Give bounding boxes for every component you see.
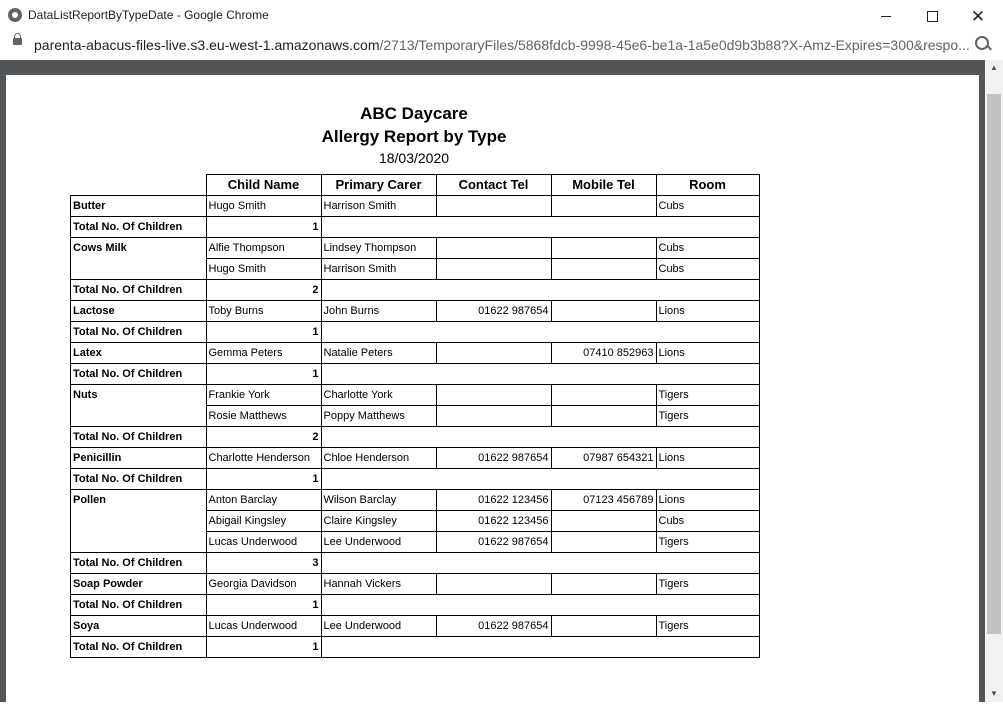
total-count: 1 [206, 469, 321, 490]
room-cell: Tigers [656, 574, 759, 595]
room-cell: Tigers [656, 406, 759, 427]
child-name-cell: Lucas Underwood [206, 616, 321, 637]
total-row [71, 322, 760, 343]
table-row [71, 511, 760, 532]
table-row [71, 343, 760, 364]
allergen-cell [71, 406, 207, 427]
header-blank [71, 175, 207, 196]
close-icon: ✕ [970, 6, 986, 26]
allergen-cell: Butter [71, 196, 207, 217]
allergen-cell [71, 259, 207, 280]
lock-icon [13, 38, 22, 45]
total-row [71, 364, 760, 385]
table-body [71, 196, 760, 658]
contact-tel-cell: 01622 987654 [436, 448, 551, 469]
room-cell: Lions [656, 448, 759, 469]
url-host: parenta-abacus-files-live.s3.eu-west-1.amazonaws.com [34, 37, 380, 53]
room-cell: Lions [656, 301, 759, 322]
child-name-cell: Georgia Davidson [206, 574, 321, 595]
table-row [71, 574, 760, 595]
allergen-cell [71, 511, 207, 532]
total-count: 1 [206, 217, 321, 238]
contact-tel-cell [436, 406, 551, 427]
child-name-cell: Hugo Smith [206, 196, 321, 217]
mobile-tel-cell [551, 196, 656, 217]
contact-tel-cell: 01622 123456 [436, 490, 551, 511]
total-label: Total No. Of Children [71, 364, 207, 385]
total-label: Total No. Of Children [71, 469, 207, 490]
table-row [71, 301, 760, 322]
total-row [71, 280, 760, 301]
total-row [71, 217, 760, 238]
contact-tel-cell: 01622 987654 [436, 616, 551, 637]
mobile-tel-cell [551, 511, 656, 532]
total-filler [321, 364, 759, 385]
report-page [6, 75, 979, 715]
table-row [71, 385, 760, 406]
total-count: 1 [206, 595, 321, 616]
primary-carer-cell: Charlotte York [321, 385, 436, 406]
primary-carer-cell: Lee Underwood [321, 616, 436, 637]
total-count: 1 [206, 364, 321, 385]
col-primary-carer: Primary Carer [321, 175, 436, 196]
contact-tel-cell [436, 574, 551, 595]
total-row [71, 595, 760, 616]
total-filler [321, 637, 759, 658]
room-cell: Tigers [656, 532, 759, 553]
total-row [71, 637, 760, 658]
child-name-cell: Alfie Thompson [206, 238, 321, 259]
url-text[interactable] [34, 37, 970, 53]
contact-tel-cell: 01622 987654 [436, 532, 551, 553]
child-name-cell: Frankie York [206, 385, 321, 406]
minimize-icon [881, 16, 891, 17]
mobile-tel-cell: 07123 456789 [551, 490, 656, 511]
primary-carer-cell: Harrison Smith [321, 196, 436, 217]
total-filler [321, 217, 759, 238]
chrome-icon [8, 8, 22, 22]
primary-carer-cell: Lee Underwood [321, 532, 436, 553]
title-bar [0, 0, 1003, 32]
contact-tel-cell [436, 385, 551, 406]
allergen-cell: Latex [71, 343, 207, 364]
contact-tel-cell [436, 196, 551, 217]
mobile-tel-cell: 07410 852963 [551, 343, 656, 364]
total-filler [321, 553, 759, 574]
child-name-cell: Hugo Smith [206, 259, 321, 280]
primary-carer-cell: John Burns [321, 301, 436, 322]
room-cell: Tigers [656, 385, 759, 406]
allergen-cell: Soya [71, 616, 207, 637]
allergy-table [70, 174, 760, 658]
total-label: Total No. Of Children [71, 322, 207, 343]
total-count: 3 [206, 553, 321, 574]
maximize-icon [927, 11, 938, 22]
total-count: 2 [206, 280, 321, 301]
mobile-tel-cell [551, 406, 656, 427]
scroll-up-arrow-icon[interactable]: ▲ [990, 63, 998, 72]
total-label: Total No. Of Children [71, 427, 207, 448]
minimize-button[interactable] [863, 0, 909, 32]
mobile-tel-cell [551, 574, 656, 595]
allergen-cell: Penicillin [71, 448, 207, 469]
primary-carer-cell: Harrison Smith [321, 259, 436, 280]
room-cell: Tigers [656, 616, 759, 637]
report-date: 18/03/2020 [378, 150, 450, 166]
table-row [71, 406, 760, 427]
maximize-button[interactable] [909, 0, 955, 32]
total-filler [321, 280, 759, 301]
mobile-tel-cell [551, 259, 656, 280]
room-cell: Cubs [656, 259, 759, 280]
contact-tel-cell: 01622 987654 [436, 301, 551, 322]
total-label: Total No. Of Children [71, 217, 207, 238]
allergen-cell: Pollen [71, 490, 207, 511]
col-mobile-tel: Mobile Tel [551, 175, 656, 196]
primary-carer-cell: Lindsey Thompson [321, 238, 436, 259]
child-name-cell: Abigail Kingsley [206, 511, 321, 532]
total-row [71, 553, 760, 574]
allergen-cell: Soap Powder [71, 574, 207, 595]
allergen-cell: Cows Milk [71, 238, 207, 259]
scroll-thumb[interactable] [987, 94, 1001, 634]
total-label: Total No. Of Children [71, 280, 207, 301]
primary-carer-cell: Wilson Barclay [321, 490, 436, 511]
total-count: 2 [206, 427, 321, 448]
total-label: Total No. Of Children [71, 637, 207, 658]
room-cell: Lions [656, 343, 759, 364]
scroll-down-arrow-icon[interactable]: ▼ [990, 689, 998, 698]
child-name-cell: Charlotte Henderson [206, 448, 321, 469]
total-count: 1 [206, 322, 321, 343]
total-row [71, 427, 760, 448]
table-row [71, 259, 760, 280]
mobile-tel-cell [551, 238, 656, 259]
child-name-cell: Rosie Matthews [206, 406, 321, 427]
total-label: Total No. Of Children [71, 553, 207, 574]
table-row [71, 616, 760, 637]
child-name-cell: Gemma Peters [206, 343, 321, 364]
primary-carer-cell: Natalie Peters [321, 343, 436, 364]
primary-carer-cell: Poppy Matthews [321, 406, 436, 427]
child-name-cell: Toby Burns [206, 301, 321, 322]
contact-tel-cell [436, 259, 551, 280]
primary-carer-cell: Claire Kingsley [321, 511, 436, 532]
total-label: Total No. Of Children [71, 595, 207, 616]
room-cell: Lions [656, 490, 759, 511]
room-cell: Cubs [656, 511, 759, 532]
allergen-cell: Nuts [71, 385, 207, 406]
primary-carer-cell: Hannah Vickers [321, 574, 436, 595]
mobile-tel-cell [551, 616, 656, 637]
room-cell: Cubs [656, 196, 759, 217]
total-filler [321, 427, 759, 448]
allergen-cell [71, 532, 207, 553]
window-title: DataListReportByTypeDate - Google Chrome [28, 8, 269, 22]
document-viewer [0, 60, 985, 702]
col-room: Room [656, 175, 759, 196]
mobile-tel-cell [551, 301, 656, 322]
vertical-scrollbar[interactable] [985, 60, 1003, 702]
table-row [71, 196, 760, 217]
contact-tel-cell: 01622 123456 [436, 511, 551, 532]
zoom-icon[interactable] [975, 36, 989, 50]
table-row [71, 238, 760, 259]
total-filler [321, 595, 759, 616]
total-count: 1 [206, 637, 321, 658]
allergen-cell: Lactose [71, 301, 207, 322]
contact-tel-cell [436, 238, 551, 259]
mobile-tel-cell [551, 385, 656, 406]
child-name-cell: Lucas Underwood [206, 532, 321, 553]
col-contact-tel: Contact Tel [436, 175, 551, 196]
org-name: ABC Daycare [360, 104, 468, 123]
url-path: /2713/TemporaryFiles/5868fdcb-9998-45e6-be1a-1a5e0d9b3b88?X-Amz-Expires=300&respo... [379, 37, 970, 53]
total-row [71, 469, 760, 490]
mobile-tel-cell: 07987 654321 [551, 448, 656, 469]
contact-tel-cell [436, 343, 551, 364]
col-child-name: Child Name [206, 175, 321, 196]
header-row [71, 175, 760, 196]
primary-carer-cell: Chloe Henderson [321, 448, 436, 469]
table-row [71, 490, 760, 511]
table-row [71, 448, 760, 469]
mobile-tel-cell [551, 532, 656, 553]
table-row [71, 532, 760, 553]
report-title: Allergy Report by Type [321, 127, 507, 146]
child-name-cell: Anton Barclay [206, 490, 321, 511]
total-filler [321, 322, 759, 343]
total-filler [321, 469, 759, 490]
room-cell: Cubs [656, 238, 759, 259]
close-button[interactable] [955, 0, 1001, 32]
